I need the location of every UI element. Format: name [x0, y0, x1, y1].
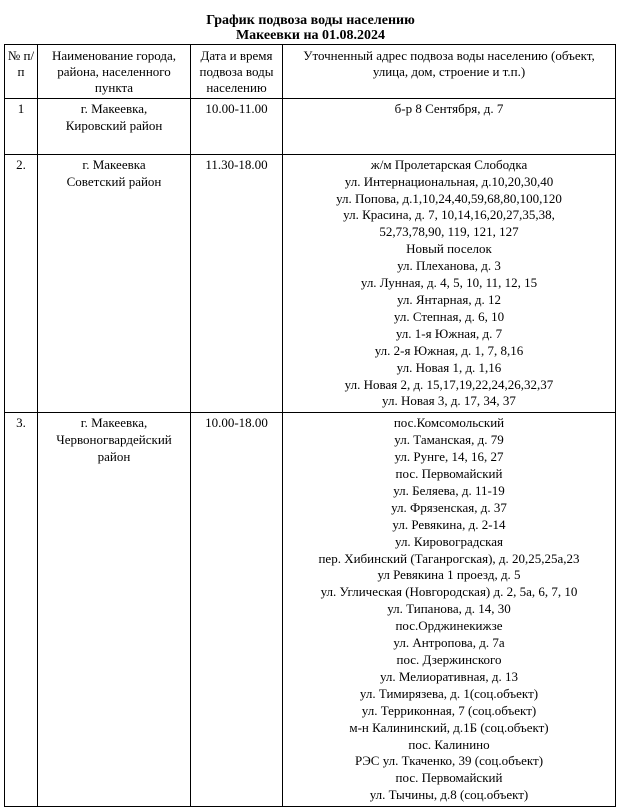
name-line: Кировский район	[65, 117, 163, 133]
address-line: ул. Рунге, 14, 16, 27	[394, 449, 504, 465]
address-line: ул. Янтарная, д. 12	[397, 291, 501, 307]
address-line: ж/м Пролетарская Слободка	[370, 156, 528, 172]
name-line: Советский район	[66, 173, 162, 189]
address-line: ул Ревякина 1 проезд, д. 5	[377, 567, 521, 583]
name-line: г. Макеевка,	[80, 101, 148, 116]
address-line: ул. Плеханова, д. 3	[397, 258, 501, 274]
address-line: ул. Беляева, д. 11-19	[393, 482, 505, 498]
row-time: 10.00-18.00	[191, 413, 283, 807]
header-num: № п/п	[5, 45, 38, 99]
address-line: пос. Дзержинского	[396, 652, 502, 667]
header-datetime: Дата и время подвоза воды населению	[191, 45, 283, 99]
address-line: ул. Фрязенская, д. 37	[391, 499, 507, 515]
header-address: Уточненный адрес подвоза воды населению (объект, улица, дом, строение и т.п.)	[283, 45, 616, 99]
address-line: ул. Ревякина, д. 2-14	[392, 516, 506, 532]
row-name	[38, 99, 191, 155]
address-line: пер. Хибинский (Таганрогская), д. 20,25,25а,23	[318, 550, 580, 566]
address-line: ул. Новая 2, д. 15,17,19,22,24,26,32,37	[344, 376, 554, 392]
header-row	[5, 45, 616, 99]
address-line: ул. Таманская, д. 79	[394, 432, 504, 448]
water-schedule-table	[4, 44, 616, 807]
row-num: 2.	[5, 154, 38, 413]
name-line: район	[97, 449, 131, 465]
blank-line	[40, 135, 188, 152]
address-line: ул. Антропова, д. 7а	[393, 635, 505, 651]
header-name: Наименование города, района, населенного пункта	[38, 45, 191, 99]
table-row	[5, 154, 616, 413]
row-addresses	[283, 413, 616, 807]
address-line: пос.Комсомольский	[393, 415, 505, 431]
row-time: 10.00-11.00	[191, 99, 283, 155]
document-title	[0, 0, 621, 43]
address-line: пос. Первомайский	[395, 466, 503, 482]
address-line: ул. Новая 1, д. 1,16	[396, 359, 502, 375]
address-line: пос.Орджинекижзе	[395, 618, 503, 634]
address-line: ул. Степная, д. 6, 10	[393, 308, 505, 324]
address-line: 52,73,78,90, 119, 121, 127	[379, 224, 519, 240]
address-line: ул. Новая 3, д. 17, 34, 37	[382, 393, 516, 409]
row-addresses	[283, 99, 616, 155]
address-line: м-н Калининский, д.1Б (соц.объект)	[349, 719, 549, 735]
address-line: ул. Попова, д.1,10,24,40,59,68,80,100,120	[336, 190, 562, 206]
row-num: 3.	[5, 413, 38, 807]
address-line: ул. Лунная, д. 4, 5, 10, 11, 12, 15	[360, 275, 538, 291]
address-line: ул. Терриконная, 7 (соц.объект)	[361, 702, 537, 718]
address-line: ул. 2-я Южная, д. 1, 7, 8,16	[374, 342, 524, 358]
address-line: РЭС ул. Ткаченко, 39 (соц.объект)	[354, 753, 544, 769]
address-line: ул. Красина, д. 7, 10,14,16,20,27,35,38,	[343, 207, 555, 223]
address-line: пос. Калинино	[408, 736, 490, 752]
address-line: б-р 8 Сентября, д. 7	[394, 101, 504, 116]
row-name	[38, 413, 191, 807]
address-line: ул. Типанова, д. 14, 30	[387, 601, 511, 617]
row-num: 1	[5, 99, 38, 155]
address-line: ул. Тычины, д.8 (соц.объект)	[369, 787, 529, 803]
name-line: г. Макеевка,	[80, 415, 148, 431]
table-row	[5, 99, 616, 155]
row-name	[38, 154, 191, 413]
address-line: ул. Кировоградская	[395, 533, 503, 549]
address-line: ул. Тимирязева, д. 1(соц.объект)	[359, 685, 539, 701]
address-line: ул. 1-я Южная, д. 7	[395, 325, 503, 341]
table-row	[5, 413, 616, 807]
address-line: ул. Интернациональная, д.10,20,30,40	[344, 173, 554, 189]
row-addresses	[283, 154, 616, 413]
address-line: Новый поселок	[406, 241, 492, 257]
row-time: 11.30-18.00	[191, 154, 283, 413]
address-line: ул. Углическая (Новгородская) д. 2, 5а, 6, 7, 10	[320, 584, 578, 600]
address-line: пос. Первомайский	[395, 770, 503, 786]
address-line: ул. Мелиоративная, д. 13	[379, 668, 519, 684]
title-line-2: Макеевки на 01.08.2024	[235, 28, 386, 43]
name-line: г. Макеевка	[82, 156, 146, 172]
name-line: Червоногвардейский	[56, 432, 172, 448]
title-line-1: График подвоза воды населению	[206, 13, 415, 28]
